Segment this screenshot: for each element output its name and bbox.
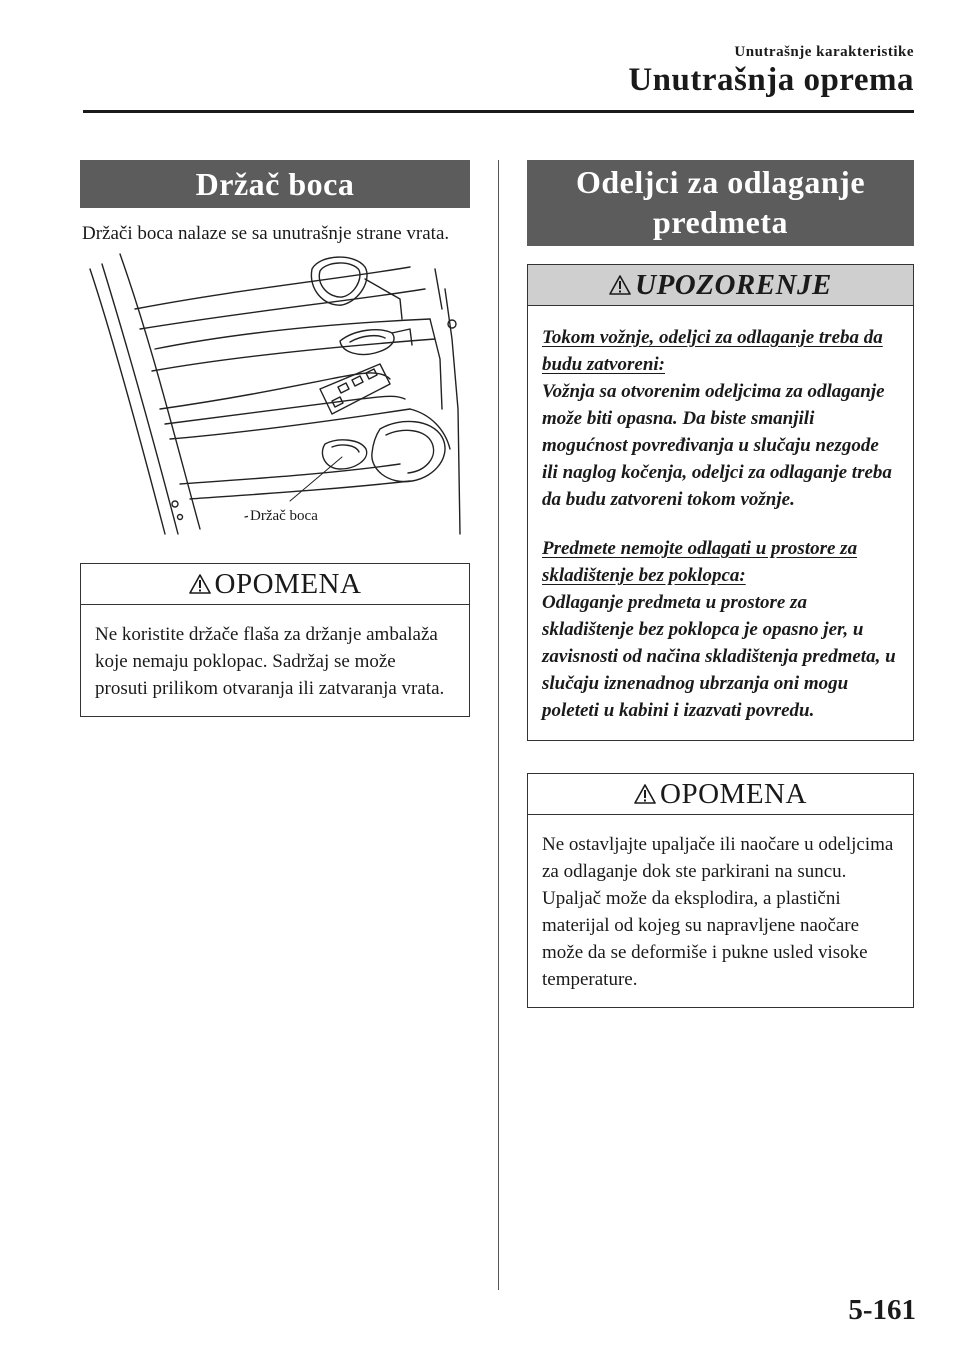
caution-title: OPOMENA	[660, 777, 807, 810]
caution-box-bottle	[80, 563, 470, 717]
storage-heading-line2: predmeta	[653, 204, 788, 240]
figure-caption-bottle-holder: Držač boca	[250, 508, 318, 524]
caution-title: OPOMENA	[214, 567, 362, 600]
caution-body	[528, 815, 913, 1007]
warning-item2-text: Odlaganje predmeta u prostore za skladištenje bez poklopca je opasno jer, u zavisnosti od načina skladištenja predmeta, u slučaju iznenadnog ubrzanja oni mogu poleteti u kabini i izazvati povredu.	[542, 592, 896, 721]
header-section-title: Unutrašnje karakteristike	[734, 44, 914, 60]
storage-heading-line1: Odeljci za odlaganje	[575, 164, 866, 200]
bottle-holder-banner	[80, 160, 470, 208]
bottle-holder-intro: Držači boca nalaze se sa unutrašnje strane vrata.	[82, 223, 450, 244]
door-panel-drawing	[80, 249, 470, 539]
door-illustration	[80, 249, 470, 539]
warning-triangle-icon	[609, 275, 631, 295]
caution-body	[81, 605, 469, 716]
column-divider	[498, 160, 499, 1290]
caution-box-storage	[527, 773, 914, 1008]
bottle-holder-heading: Držač boca	[195, 166, 355, 202]
page-number: 5-161	[848, 1294, 916, 1326]
header-rule	[83, 110, 914, 113]
warning-item2-title: Predmete nemojte odlagati u prostore za skladištenje bez poklopca:	[542, 538, 858, 586]
header-chapter-title: Unutrašnja oprema	[628, 62, 914, 98]
warning-item1-text: Vožnja sa otvorenim odeljcima za odlaganje može biti opasna. Da biste smanjili mogućnost povređivanja u slučaju nezgode ili naglog kočenja, odeljci za odlaganje treba da budu zatvoreni tokom vožnje.	[542, 381, 892, 510]
left-column	[80, 160, 470, 717]
warning-title: UPOZORENJE	[635, 268, 832, 301]
caution-header	[81, 564, 469, 605]
caution-text: Ne ostavljajte upaljače ili naočare u odeljcima za odlaganje dok ste parkirani na suncu. Upaljač može da eksplodira, a plastični materijal od kojeg su napravljene naočare može da se deformiše i pukne usled visoke temperature.	[542, 834, 894, 990]
warning-triangle-icon	[189, 574, 211, 594]
right-column	[527, 160, 914, 1008]
caution-text: Ne koristite držače flaša za držanje ambalaža koje nemaju poklopac. Sadržaj se može prosuti prilikom otvaranja ili zatvaranja vrata.	[95, 624, 445, 699]
warning-item1-title: Tokom vožnje, odeljci za odlaganje treba da budu zatvoreni:	[542, 327, 883, 375]
warning-header	[528, 265, 913, 306]
warning-body	[528, 306, 913, 740]
warning-triangle-icon	[634, 784, 656, 804]
warning-box-storage	[527, 264, 914, 741]
caution-header	[528, 774, 913, 815]
storage-compartments-banner	[527, 160, 914, 246]
